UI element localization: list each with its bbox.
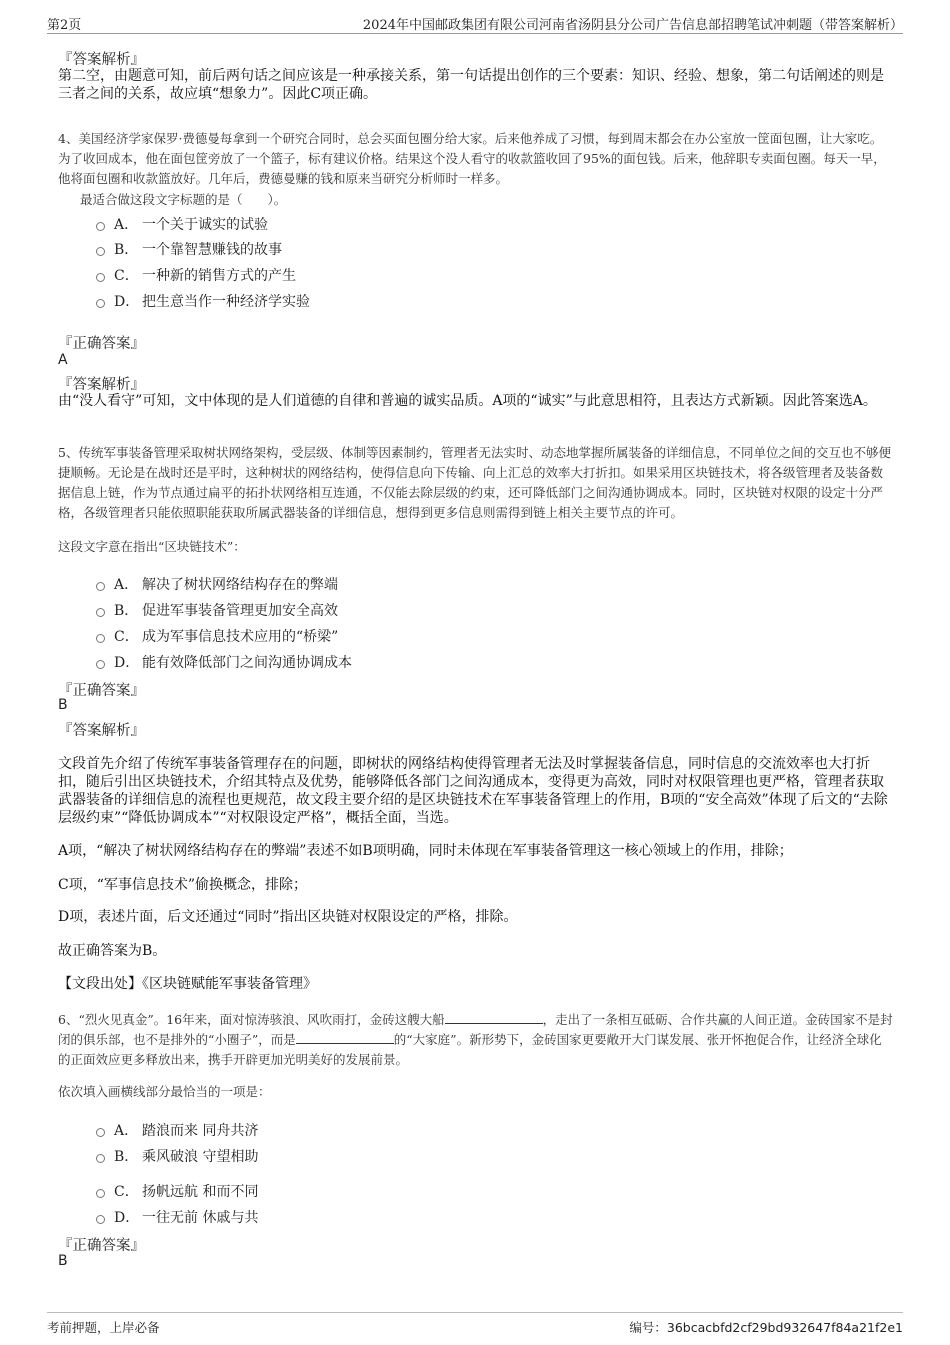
fill-blank-2	[296, 1032, 394, 1044]
radio-icon[interactable]	[96, 1128, 105, 1137]
footer-code: 编号：36bcacbfd2cf29bd932647f84a21f2e1	[629, 1320, 903, 1335]
q6-option-d[interactable]: D． 一往无前 休戚与共	[96, 1207, 258, 1227]
q6-question: 依次填入画横线部分最恰当的一项是：	[58, 1084, 271, 1099]
radio-icon[interactable]	[96, 634, 105, 643]
page-number: 第2页	[47, 18, 82, 33]
footer-slogan: 考前押题，上岸必备	[47, 1320, 160, 1335]
page-footer	[47, 1312, 903, 1335]
radio-icon[interactable]	[96, 1215, 105, 1224]
q6-answer: B	[58, 1253, 68, 1269]
q6-option-a[interactable]: A． 踏浪而来 同舟共济	[96, 1120, 258, 1140]
radio-icon[interactable]	[96, 608, 105, 617]
q5-analysis-d: D项，表述片面，后文还通过“同时”指出区块链对权限设定的严格，排除。	[58, 909, 518, 925]
q5-question: 这段文字意在指出“区块链技术”：	[58, 539, 246, 554]
q5-option-b[interactable]: B． 促进军事装备管理更加安全高效	[96, 600, 338, 620]
radio-icon[interactable]	[96, 1154, 105, 1163]
radio-icon[interactable]	[96, 299, 105, 308]
q6-stem: 6、“烈火见真金”。16年来，面对惊涛骇浪、风吹雨打，金砖这艘大船 ，走出了一条相互砥砺、合作共赢的人间正道。金砖国家不是封闭的俱乐部，也不是排外的“小圈子”，而是 的“大家庭”。新形势下，金砖国家更要敞开大门谋发展、张开怀抱促合作，让经济全球化的正面效应更多释放出来，携手开辟更加光明美好的发展前景。	[58, 1012, 893, 1067]
q5-analysis-label: 『答案解析』	[58, 723, 145, 739]
q5-option-d[interactable]: D． 能有效降低部门之间沟通协调成本	[96, 652, 352, 672]
source-title: 《区块链赋能军事装备管理》	[142, 976, 317, 992]
q4-analysis-label: 『答案解析』	[58, 377, 145, 393]
q4-answer: A	[58, 352, 68, 368]
q5-option-a[interactable]: A． 解决了树状网络结构存在的弊端	[96, 574, 338, 594]
q4-question: 最适合做这段文字标题的是（ ）。	[80, 192, 287, 207]
q5-source	[58, 975, 317, 993]
q5-answer-label: 『正确答案』	[58, 683, 145, 699]
radio-icon[interactable]	[96, 247, 105, 256]
document-title: 2024年中国邮政集团有限公司河南省汤阴县分公司广告信息部招聘笔试冲刺题（带答案解析）	[362, 18, 903, 33]
q5-option-c[interactable]: C． 成为军事信息技术应用的“桥梁”	[96, 626, 338, 646]
q4-analysis-text: 由“没人看守”可知，文中体现的是人们道德的自律和普遍的诚实品质。A项的“诚实”与此意思相符，且表达方式新颖。因此答案选A。	[58, 393, 877, 409]
radio-icon[interactable]	[96, 582, 105, 591]
q4-option-d[interactable]: D． 把生意当作一种经济学实验	[96, 291, 310, 311]
q4-option-b[interactable]: B． 一个靠智慧赚钱的故事	[96, 239, 282, 259]
q4-stem: 4、美国经济学家保罗·费德曼每拿到一个研究合同时，总会买面包圈分给大家。后来他养成了习惯，每到周末都会在办公室放一筐面包圈，让大家吃。为了收回成本，他在面包筐旁放了一个篮子，标有建议价格。结果这个没人看守的收款篮收回了95%的面包钱。后来，他辞职专卖面包圈。每天一早，他将面包圈和收款篮放好。几年后，费德曼赚的钱和原来当研究分析师时一样多。	[58, 131, 886, 186]
q6-option-b[interactable]: B． 乘风破浪 守望相助	[96, 1146, 258, 1166]
q5-analysis-text: 文段首先介绍了传统军事装备管理存在的问题，即树状的网络结构使得管理者无法及时掌握装备信息，同时信息的交流效率也大打折扣，随后引出区块链技术，介绍其特点及优势，能够降低各部门之间沟通成本，变得更为高效，同时对权限管理也更严格，管理者获取武器装备的详细信息的流程也更规范，故文段主要介绍的是区块链技术在军事装备管理上的作用，B项的“安全高效”体现了后文的“去除层级约束”“降低协调成本”“对权限设定严格”，概括全面，当选。	[58, 756, 888, 826]
radio-icon[interactable]	[96, 222, 105, 231]
q6-answer-label: 『正确答案』	[58, 1238, 145, 1254]
q5-stem: 5、传统军事装备管理采取树状网络架构，受层级、体制等因素制约，管理者无法实时、动态地掌握所属装备的详细信息，不同单位之间的交互也不够便捷顺畅。无论是在战时还是平时，这种树状的网络结构，使得信息向下传输、向上汇总的效率大打折扣。如果采用区块链技术，将各级管理者及装备数据信息上链，作为节点通过扁平的拓扑状网络相互连通，不仅能去除层级的约束，还可降低部门之间沟通协调成本。同时，区块链对权限的设定十分严格，各级管理者只能依照职能获取所属武器装备的详细信息，想得到更多信息则需得到链上相关主要节点的许可。	[58, 445, 891, 520]
radio-icon[interactable]	[96, 1189, 105, 1198]
q6-option-c[interactable]: C． 扬帆远航 和而不同	[96, 1181, 258, 1201]
fill-blank-1	[445, 1012, 543, 1024]
q3-analysis-text: 第二空，由题意可知，前后两句话之间应该是一种承接关系，第一句话提出创作的三个要素：知识、经验、想象，第二句话阐述的则是三者之间的关系，故应填“想象力”。因此C项正确。	[58, 68, 884, 102]
source-label: 【文段出处】	[58, 976, 142, 992]
q5-conclusion: 故正确答案为B。	[58, 943, 167, 959]
q5-analysis-a: A项，“解决了树状网络结构存在的弊端”表述不如B项明确，同时未体现在军事装备管理这一核心领域上的作用，排除；	[58, 843, 793, 859]
page-header	[47, 10, 903, 34]
radio-icon[interactable]	[96, 660, 105, 669]
q5-analysis-c: C项，“军事信息技术”偷换概念，排除；	[58, 877, 308, 893]
q3-analysis-label: 『答案解析』	[58, 52, 145, 68]
q4-option-a[interactable]: A． 一个关于诚实的试验	[96, 214, 268, 234]
q4-option-c[interactable]: C． 一种新的销售方式的产生	[96, 265, 296, 285]
q5-answer: B	[58, 697, 68, 713]
radio-icon[interactable]	[96, 273, 105, 282]
q4-answer-label: 『正确答案』	[58, 336, 145, 352]
